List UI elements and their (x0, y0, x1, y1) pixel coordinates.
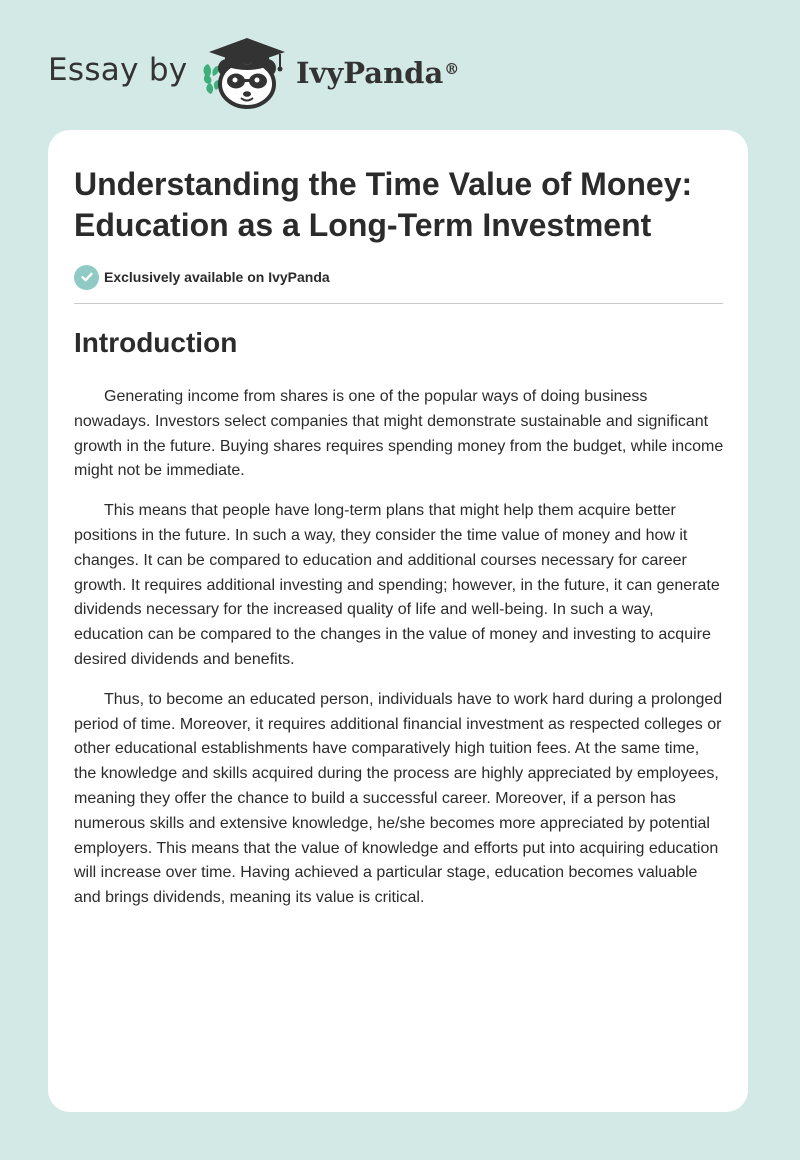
check-circle-icon (74, 265, 99, 290)
paragraph-2: This means that people have long-term plans that might help them acquire better positions in the future. In such a way, they consider the time value of money and how it changes. It can be compared to education and additional courses necessary for career growth. It requires additional investing and spending; however, in the future, it can generate dividends necessary for the increased quality of life and well-being. In such a way, education can be compared to the changes in the value of money and investing to acquire desired dividends and benefits. (74, 502, 720, 668)
panda-graduate-icon[interactable] (200, 34, 294, 110)
brand-name-text: IvyPanda (296, 56, 444, 90)
registered-mark: ® (444, 60, 460, 78)
paragraph-1: Generating income from shares is one of the popular ways of doing business nowadays. Investors select companies that might demonstrate sustainable and significant growth in the future. Buying shares requires spending money from the budget, while income might not be immediate. (74, 388, 724, 480)
exclusive-badge (74, 264, 330, 290)
site-header (0, 0, 800, 130)
essay-title: Understanding the Time Value of Money: Education as a Long-Term Investment (74, 166, 693, 243)
essay-body (74, 385, 724, 926)
title-divider (74, 303, 723, 304)
section-heading-introduction: Introduction (74, 327, 238, 358)
exclusive-badge-text: Exclusively available on IvyPanda (104, 269, 330, 285)
essay-card (48, 130, 748, 1112)
paragraph-3: Thus, to become an educated person, individuals have to work hard during a prolonged period of time. Moreover, it requires additional financial investment as respected colleges or other educational establishments have comparatively high tuition fees. At the same time, the knowledge and skills acquired during the process are highly appreciated by employees, meaning they offer the chance to build a successful career. Moreover, if a person has numerous skills and extensive knowledge, he/she becomes more appreciated by potential employers. This means that the value of knowledge and efforts put into acquiring education will increase over time. Having achieved a particular stage, education becomes valuable and brings dividends, meaning its value is critical. (74, 690, 723, 907)
brand-prefix: Essay by (48, 52, 188, 88)
brand-name[interactable] (296, 53, 459, 93)
